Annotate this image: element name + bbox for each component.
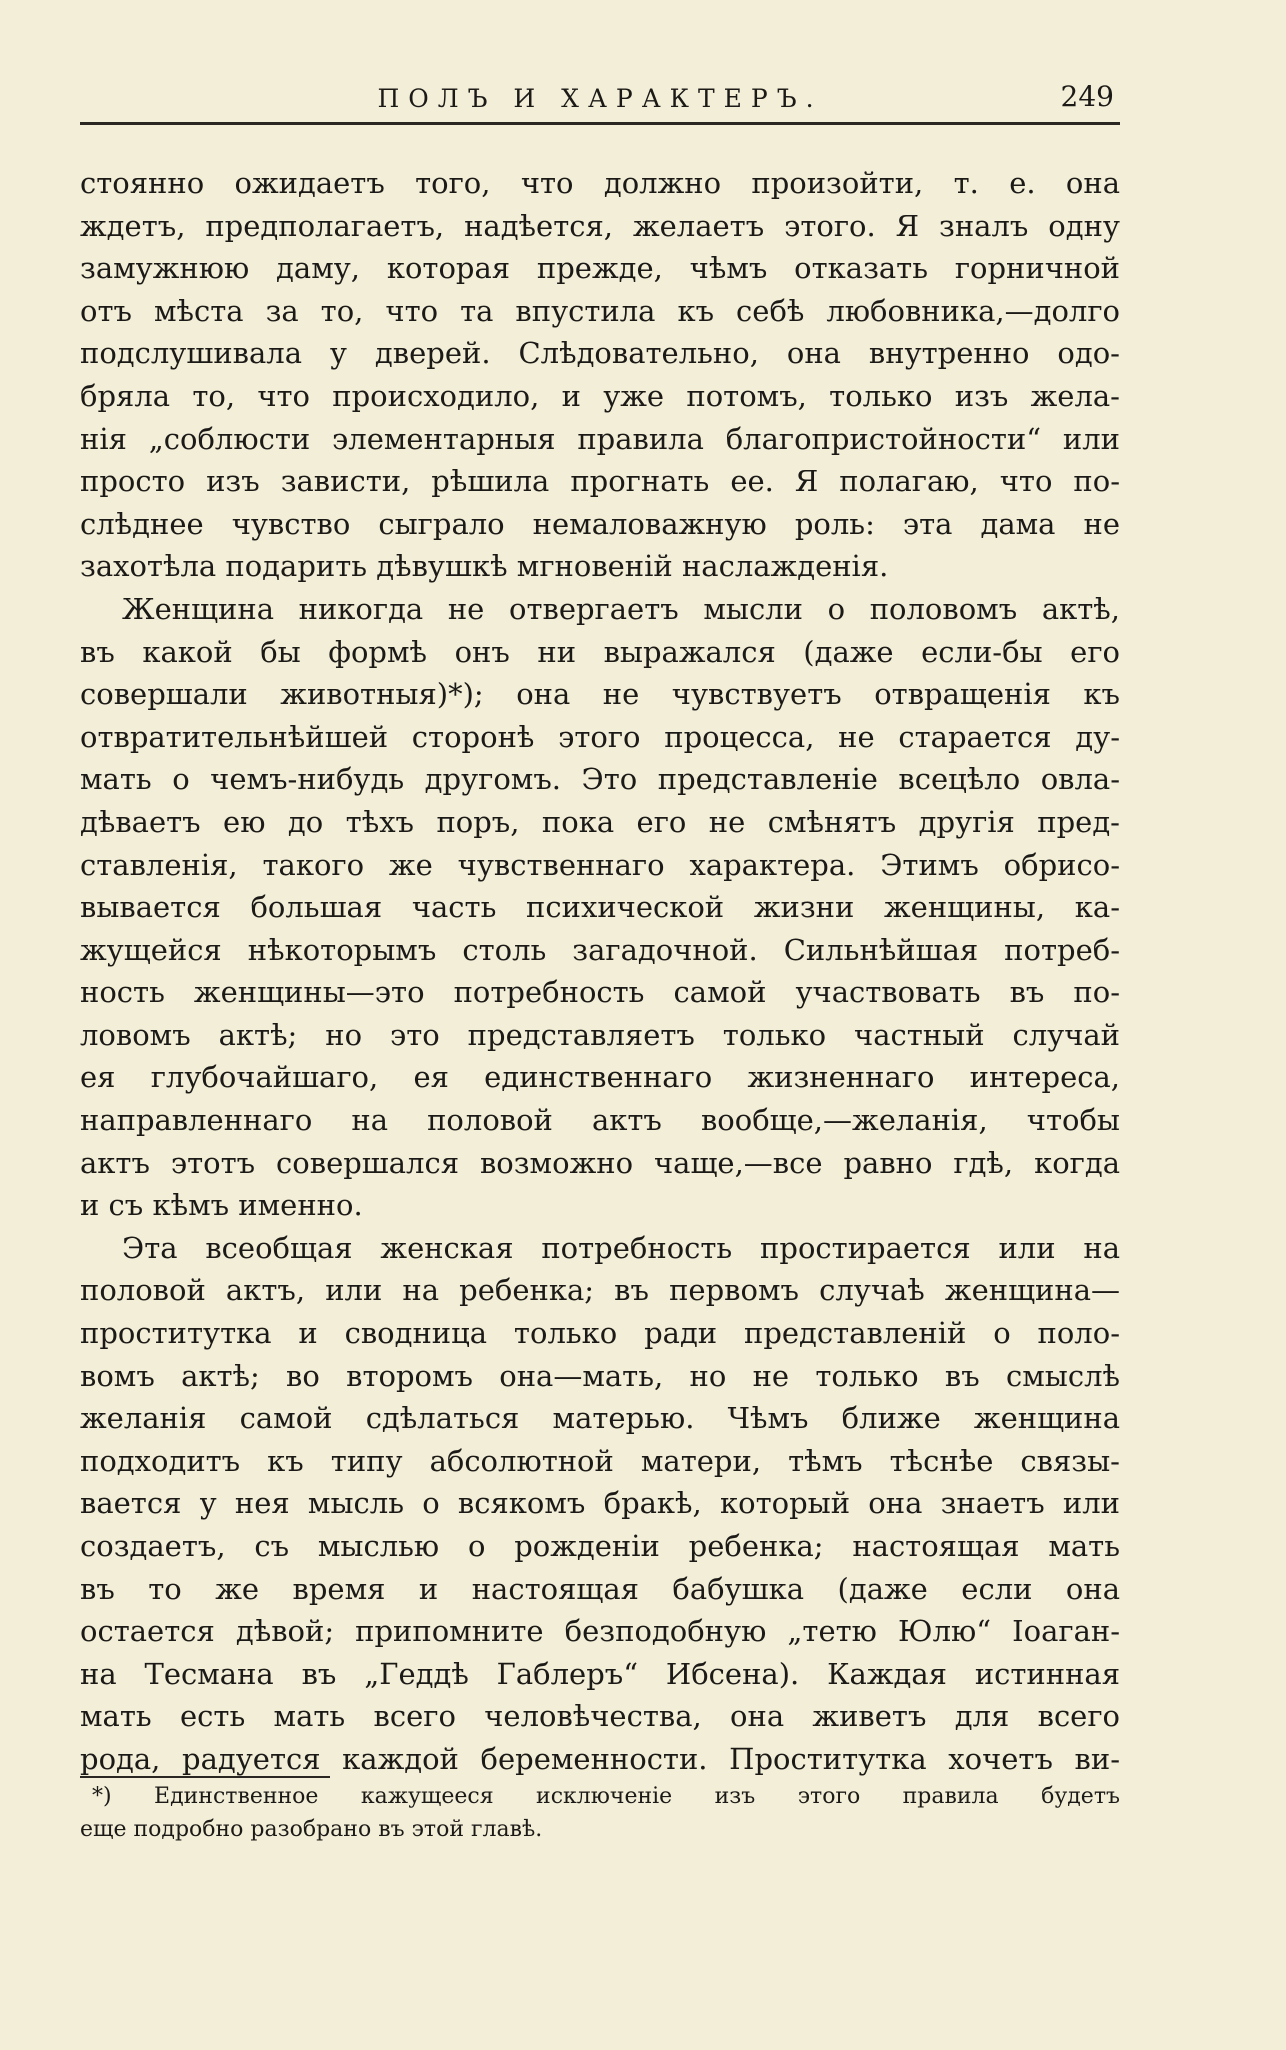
text-line: мать есть мать всего человѣчества, она живетъ для всего (80, 1699, 1120, 1734)
text-line: въ какой бы формѣ онъ ни выражался (даже если-бы его (80, 634, 1120, 669)
footnotes (80, 1780, 1120, 1846)
page-number: 249 (1060, 80, 1114, 113)
text-line: вается у нея мысль о всякомъ бракѣ, который она знаетъ или (80, 1486, 1120, 1521)
text-line: Эта всеобщая женская потребность простирается или на (122, 1230, 1120, 1265)
text-line: мать о чемъ-нибудь другомъ. Это представленіе всецѣло овла- (80, 762, 1120, 797)
paragraph (80, 1227, 1120, 1781)
text-line: остается дѣвой; припомните безподобную „тетю Юлю“ Іоаган- (80, 1614, 1120, 1649)
text-line: актъ этотъ совершался возможно чаще,—все равно гдѣ, когда (80, 1145, 1120, 1180)
text-line: нія „соблюсти элементарныя правила благопристойности“ или (80, 421, 1120, 456)
text-line: и съ кѣмъ именно. (80, 1188, 363, 1223)
text-line: слѣднее чувство сыграло немаловажную роль: эта дама не (80, 506, 1120, 541)
text-line: ея глубочайшаго, ея единственнаго жизненнаго интереса, (80, 1060, 1120, 1095)
text-line: вывается большая часть психической жизни женщины, ка- (80, 890, 1120, 925)
text-line: создаетъ, съ мыслью о рожденіи ребенка; настоящая мать (80, 1529, 1120, 1563)
text-line: желанія самой сдѣлаться матерью. Чѣмъ ближе женщина (80, 1401, 1120, 1436)
text-line: подходитъ къ типу абсолютной матери, тѣмъ тѣснѣе связы- (80, 1443, 1120, 1478)
text-line: стоянно ожидаетъ того, что должно произойти, т. е. она (80, 166, 1120, 200)
running-title: ПОЛЪ И ХАРАКТЕРЪ. (377, 84, 823, 113)
footnote-line: *) Единственное кажущееся исключеніе изъ этого правила будетъ (92, 1784, 1120, 1809)
text-line: отвратительнѣйшей сторонѣ этого процесса, не старается ду- (80, 719, 1120, 754)
text-line: направленнаго на половой актъ вообще,—желанія, чтобы (80, 1103, 1120, 1138)
running-head (80, 78, 1120, 125)
text-line: ловомъ актѣ; но это представляетъ только частный случай (80, 1017, 1120, 1052)
text-line: дѣваетъ ею до тѣхъ поръ, пока его не смѣнятъ другія пред- (80, 804, 1120, 839)
text-line: отъ мѣста за то, что та впустила къ себѣ любовника,—долго (80, 293, 1120, 328)
text-line: Женщина никогда не отвергаетъ мысли о половомъ актѣ, (122, 591, 1120, 626)
book-page (80, 0, 1120, 2050)
text-line: подслушивала у дверей. Слѣдовательно, она внутренно одо- (80, 336, 1120, 371)
text-line: ждетъ, предполагаетъ, надѣется, желаетъ этого. Я зналъ одну (80, 208, 1120, 243)
text-line: ставленія, такого же чувственнаго характера. Этимъ обрисо- (80, 847, 1120, 882)
text-line: захотѣла подарить дѣвушкѣ мгновеній наслажденія. (80, 549, 889, 584)
text-line: на Тесмана въ „Геддѣ Габлеръ“ Ибсена). Каждая истинная (80, 1656, 1120, 1691)
text-line: половой актъ, или на ребенка; въ первомъ случаѣ женщина— (80, 1273, 1120, 1308)
text-line: ность женщины—это потребность самой участвовать въ по- (80, 975, 1120, 1010)
footnote-line: еще подробно разобрано въ этой главѣ. (80, 1817, 543, 1842)
text-line: проститутка и сводница только ради представленій о поло- (80, 1316, 1120, 1351)
body-text (80, 162, 1120, 1781)
text-line: просто изъ зависти, рѣшила прогнать ее. Я полагаю, что по- (80, 464, 1120, 499)
text-line: замужнюю даму, которая прежде, чѣмъ отказать горничной (80, 251, 1120, 286)
footnote-rule (80, 1776, 330, 1778)
paragraph (80, 162, 1120, 588)
text-line: совершали животныя)*); она не чувствуетъ отвращенія къ (80, 677, 1120, 712)
text-line: вомъ актѣ; во второмъ она—мать, но не только въ смыслѣ (80, 1358, 1120, 1393)
paragraph (80, 588, 1120, 1227)
text-line: въ то же время и настоящая бабушка (даже если она (80, 1571, 1120, 1606)
text-line: бряла то, что происходило, и уже потомъ, только изъ жела- (80, 378, 1120, 413)
text-line: жущейся нѣкоторымъ столь загадочной. Сильнѣйшая потреб- (80, 932, 1120, 967)
text-line: рода, радуется каждой беременности. Проститутка хочетъ ви- (80, 1741, 1120, 1776)
